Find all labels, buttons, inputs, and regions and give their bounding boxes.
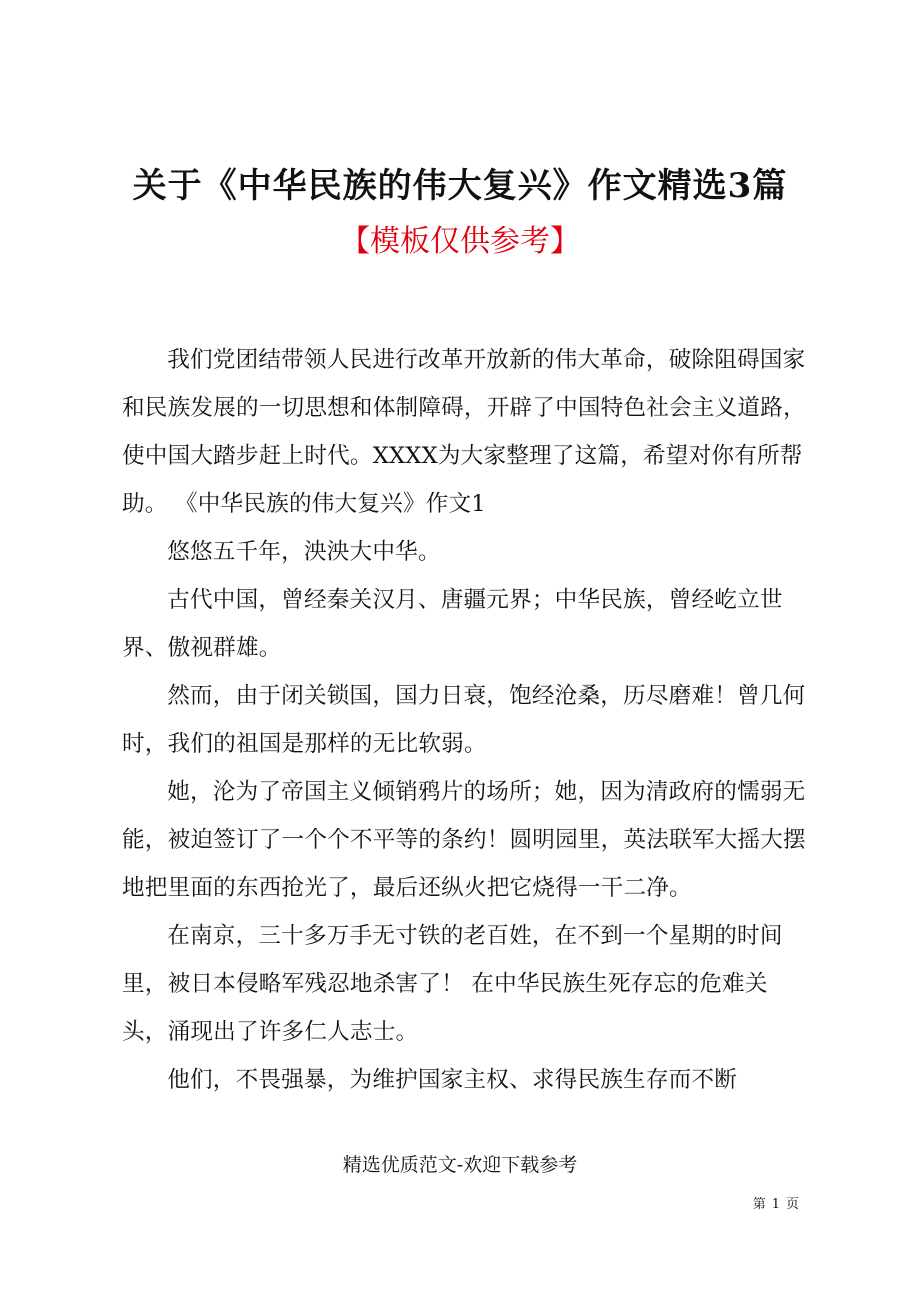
paragraph-intro: 我们党团结带领人民进行改革开放新的伟大革命，破除阻碍国家和民族发展的一切思想和体制障碍，开辟了中国特色社会主义道路，使中国大踏步赶上时代。XXXX为大家整理了这篇，希望对你有所帮助。 《中华民族的伟大复兴》作文1 — [122, 347, 806, 517]
paragraph: 她，沦为了帝国主义倾销鸦片的场所；她，因为清政府的懦弱无能，被迫签订了一个个不平等的条约！圆明园里，英法联军大摇大摆地把里面的东西抢光了，最后还纵火把它烧得一干二净。 — [122, 779, 806, 901]
page-number — [750, 1195, 802, 1215]
document-body — [122, 336, 807, 1104]
page-footer: 精选优质范文-欢迎下载参考 — [342, 1154, 578, 1176]
paragraph: 古代中国，曾经秦关汉月、唐疆元界；中华民族，曾经屹立世界、傲视群雄。 — [122, 587, 783, 661]
page-number-prefix: 第 — [752, 1197, 766, 1212]
page-number-value: 1 — [771, 1197, 780, 1212]
document-title: 关于《中华民族的伟大复兴》作文精选3篇 — [132, 166, 788, 206]
paragraph: 他们，不畏强暴，为维护国家主权、求得民族生存而不断 — [167, 1067, 738, 1093]
page-number-suffix: 页 — [785, 1197, 799, 1212]
paragraph: 然而，由于闭关锁国，国力日衰，饱经沧桑，历尽磨难！曾几何时，我们的祖国是那样的无比软弱。 — [122, 683, 806, 757]
paragraph: 悠悠五千年，泱泱大中华。 — [167, 539, 441, 565]
template-notice: 【模板仅供参考】 — [340, 224, 580, 259]
paragraph: 在南京，三十多万手无寸铁的老百姓，在不到一个星期的时间里，被日本侵略军残忍地杀害了！ 在中华民族生死存忘的危难关头，涌现出了许多仁人志士。 — [122, 923, 783, 1045]
